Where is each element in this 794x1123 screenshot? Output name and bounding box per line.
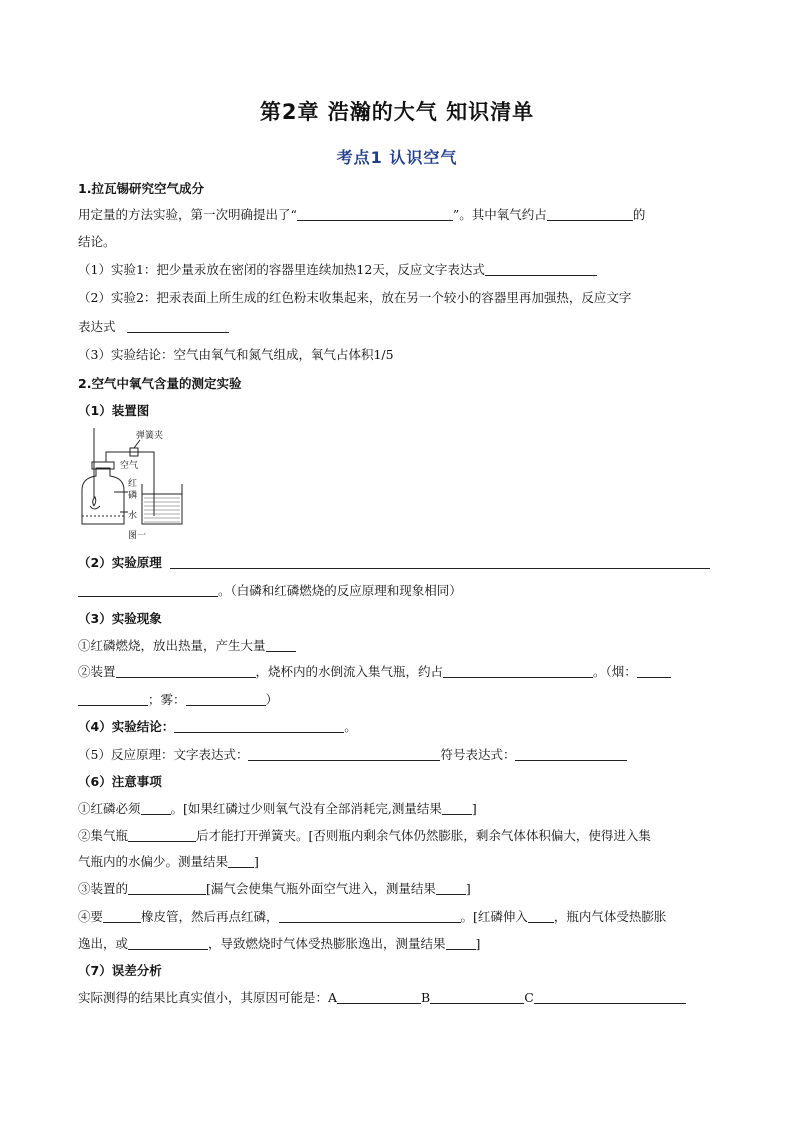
note-2 [78, 827, 718, 845]
note-2-text-a: ②集气瓶 [78, 828, 129, 843]
s1-line1-text-a: 用定量的方法实验，第一次明确提出了“ [78, 207, 297, 222]
notes-heading: （6）注意事项 [78, 774, 162, 789]
note-1-text-b: 。[如果红磷过少则氧气没有全部消耗完,测量结果 [170, 801, 442, 816]
reaction-label: （5）反应原理：文字表达式： [78, 747, 249, 762]
note-4 [78, 908, 718, 926]
s1-line1-text-c: 的 [632, 207, 646, 222]
blank-result-2[interactable] [228, 854, 254, 868]
note-1 [78, 800, 718, 818]
reaction-line [78, 746, 718, 764]
blank-symbol-equation[interactable] [515, 747, 627, 761]
page-title: 第2章 浩瀚的大气 知识清单 [259, 100, 535, 124]
blank-principle-1[interactable] [170, 555, 710, 569]
note-4-text-a: ④要 [78, 909, 104, 924]
phenomenon-2-text-b: ，烧杯内的水倒流入集气瓶，约占 [255, 664, 444, 679]
s1-line2: 结论。 [78, 234, 116, 249]
phenomenon-1 [78, 637, 718, 655]
blank-conclusion[interactable] [174, 719, 344, 733]
blank-insertion-speed[interactable] [528, 909, 554, 923]
blank-smoke-definition-2[interactable] [78, 692, 148, 706]
blank-lavoisier-conclusion[interactable] [297, 207, 453, 221]
flame-icon [93, 497, 96, 506]
note-4-text-b: 橡皮管，然后再点红磷， [141, 909, 279, 924]
blank-experiment2-equation[interactable] [127, 319, 229, 333]
note-3 [78, 880, 718, 898]
phenomenon-2-text-c: 。（烟： [593, 664, 637, 679]
error-heading: （7）误差分析 [78, 963, 162, 978]
label-water: 水 [128, 511, 138, 521]
note-3-text-b: [漏气会使集气瓶外面空气进入，测量结果 [206, 881, 436, 896]
s1-experiment2-cont [78, 318, 718, 336]
note-2-text-c: 气瓶内的水偏少。测量结果 [78, 854, 229, 869]
phenomenon-2-text-e: ） [265, 692, 279, 707]
blank-airtightness[interactable] [128, 881, 206, 895]
error-text-a: 实际测得的结果比真实值小，其原因可能是：A [78, 990, 338, 1005]
note-2-text-d: ] [254, 854, 259, 869]
error-line [78, 989, 718, 1007]
blank-device-condition[interactable] [116, 664, 256, 678]
blank-principle-2[interactable] [78, 583, 218, 597]
note-4-text-f: ，导致燃烧时气体受热膨胀逸出，测量结果 [208, 936, 446, 951]
conclusion-label: （4）实验结论： [78, 719, 175, 734]
blank-bottle-condition[interactable] [128, 828, 196, 842]
blank-mist-definition[interactable] [186, 692, 266, 706]
blank-result-1[interactable] [442, 801, 472, 815]
reaction-symbol-label: 符号表达式： [440, 747, 516, 762]
blank-result-3[interactable] [436, 881, 466, 895]
note-2-cont [78, 853, 718, 871]
blank-error-c[interactable] [534, 990, 686, 1004]
blank-ignition-step[interactable] [279, 909, 461, 923]
s1-experiment1-text: （1）实验1：把少量汞放在密闭的容器里连续加热12天，反应文字表达式 [78, 262, 485, 277]
error-text-b: B [421, 990, 431, 1005]
blank-rubber-tube[interactable] [103, 909, 141, 923]
note-1-text-a: ①红磷必须 [78, 801, 141, 816]
note-4-text-e: 逸出，或 [78, 936, 129, 951]
note-4-text-g: ] [475, 936, 481, 951]
blank-word-equation[interactable] [248, 747, 440, 761]
section1-heading: 1.拉瓦锡研究空气成分 [78, 181, 204, 196]
s1-line1 [78, 206, 718, 224]
phenomenon-1-text: ①红磷燃烧，放出热量，产生大量 [78, 638, 266, 653]
principle-label: （2）实验原理 [78, 555, 162, 570]
s1-experiment2: （2）实验2：把汞表面上所生成的红色粉末收集起来，放在另一个较小的容器里再加强热，反应文字 [78, 290, 632, 305]
note-2-text-b: 后才能打开弹簧夹。[否则瓶内剩余气体仍然膨胀，剩余气体体积偏大，使得进入集 [196, 828, 651, 843]
s1-line1-text-b: ”。其中氧气约占 [452, 207, 547, 222]
note-4-text-c: 。[红磷伸入 [460, 909, 528, 924]
principle-line1 [78, 554, 718, 572]
s1-conclusion: （3）实验结论：空气由氧气和氮气组成，氧气占体积1/5 [78, 347, 394, 362]
blank-smoke[interactable] [266, 638, 296, 652]
section-subtitle: 考点1 认识空气 [336, 148, 458, 167]
apparatus-heading: （1）装置图 [78, 403, 150, 418]
blank-oxygen-fraction[interactable] [547, 207, 633, 221]
principle-note: 。（白磷和红磷燃烧的反应原理和现象相同） [218, 583, 462, 598]
apparatus-diagram [78, 428, 194, 544]
blank-smoke-definition-1[interactable] [637, 664, 671, 678]
combustion-spoon [90, 506, 100, 509]
note-4-cont [78, 935, 718, 953]
section2-heading: 2.空气中氧气含量的测定实验 [78, 376, 242, 391]
label-air: 空气 [120, 461, 139, 471]
note-3-text-c: ] [465, 881, 471, 896]
note-1-text-c: ] [471, 801, 477, 816]
blank-experiment1-equation[interactable] [485, 262, 597, 276]
label-spring-clamp: 弹簧夹 [136, 431, 164, 441]
clamp-pointer [134, 440, 140, 448]
conclusion-line [78, 718, 718, 736]
blank-water-volume[interactable] [443, 664, 593, 678]
phenomena-heading: （3）实验现象 [78, 611, 162, 626]
error-text-c: C [524, 990, 534, 1005]
note-3-text-a: ③装置的 [78, 881, 129, 896]
blank-clamp-condition[interactable] [128, 936, 208, 950]
conclusion-end: 。 [344, 719, 357, 734]
label-red-1: 红 [128, 479, 138, 489]
principle-line2 [78, 582, 718, 600]
phenomenon-2 [78, 663, 718, 681]
blank-phosphorus-amount[interactable] [141, 801, 171, 815]
label-red-2: 磷 [128, 491, 138, 501]
s1-experiment1 [78, 261, 718, 279]
phenomenon-2-cont [78, 691, 718, 709]
phenomenon-2-text-a: ②装置 [78, 664, 116, 679]
blank-error-b[interactable] [430, 990, 524, 1004]
blank-error-a[interactable] [337, 990, 421, 1004]
s1-experiment2-text: 表达式 [78, 319, 116, 334]
figure-caption: 图一 [128, 531, 147, 541]
note-4-text-d: ，瓶内气体受热膨胀 [553, 909, 667, 924]
phenomenon-2-text-d: ；雾： [148, 692, 186, 707]
blank-result-4[interactable] [446, 936, 476, 950]
